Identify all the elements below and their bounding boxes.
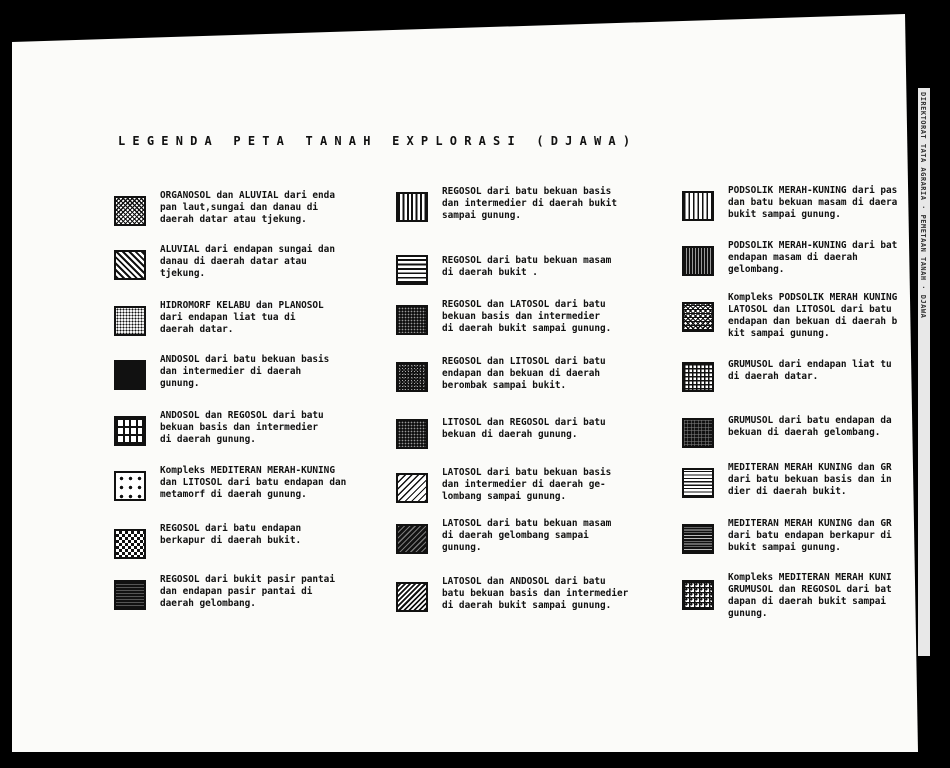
swatch-horizontal-thin-icon bbox=[682, 468, 714, 498]
swatch-vertical-dense-icon bbox=[682, 246, 714, 276]
legend-text: ORGANOSOL dan ALUVIAL dari enda pan laut,sungai dan danau di daerah datar atau tjekung. bbox=[160, 190, 335, 225]
swatch-block-grid-icon bbox=[114, 416, 146, 446]
legend-text: ANDOSOL dan REGOSOL dari batu bekuan basis dan intermedier di daerah gunung. bbox=[160, 410, 324, 445]
legend-text: HIDROMORF KELABU dan PLANOSOL dari endapan liat tua di daerah datar. bbox=[160, 300, 324, 335]
legend-entry bbox=[682, 462, 918, 512]
swatch-vertical-bars-icon bbox=[396, 192, 428, 222]
legend-entry bbox=[114, 354, 384, 404]
legend-entry bbox=[396, 576, 666, 626]
swatch-diagonal-hatch-icon bbox=[396, 582, 428, 612]
legend-text: ALUVIAL dari endapan sungai dan danau di daerah datar atau tjekung. bbox=[160, 244, 335, 279]
swatch-diagonal-thin-icon bbox=[396, 473, 428, 503]
legend-entry bbox=[682, 185, 918, 235]
swatch-plaid-icon bbox=[682, 302, 714, 332]
legend-text: MEDITERAN MERAH KUNING dan GR dari batu endapan berkapur di bukit sampai gunung. bbox=[728, 518, 892, 553]
legend-text: MEDITERAN MERAH KUNING dan GR dari batu bekuan basis dan in dier di daerah bukit. bbox=[728, 462, 892, 497]
legend-text: ANDOSOL dari batu bekuan basis dan intermedier di daerah gunung. bbox=[160, 354, 330, 389]
swatch-dark-grid-icon bbox=[682, 418, 714, 448]
swatch-diagonal-dark-icon bbox=[396, 524, 428, 554]
legend-entry bbox=[396, 249, 666, 299]
legend-text: Kompleks MEDITERAN MERAH-KUNING dan LITOSOL dari batu endapan dan metamorf di daerah gunung. bbox=[160, 465, 347, 500]
swatch-vertical-thin-icon bbox=[682, 191, 714, 221]
legend-entry bbox=[114, 190, 384, 240]
swatch-squares-icon bbox=[682, 580, 714, 610]
swatch-solid-black-icon bbox=[114, 360, 146, 390]
legend-text: GRUMUSOL dari batu endapan da bekuan di daerah gelombang. bbox=[728, 415, 892, 438]
swatch-horizontal-dense-icon bbox=[682, 524, 714, 554]
legend-text: REGOSOL dari batu bekuan masam di daerah bukit . bbox=[442, 255, 612, 278]
swatch-horizontal-bars-icon bbox=[396, 255, 428, 285]
swatch-cross-hatch-icon bbox=[114, 196, 146, 226]
legend-entry bbox=[114, 410, 384, 460]
side-strip-text: DIREKTORAT TATA AGRARIA · PEMETAAN TANAH · DJAWA bbox=[919, 92, 927, 319]
legend-entry bbox=[396, 356, 666, 406]
legend-text: PODSOLIK MERAH-KUNING dari pas dan batu bekuan masam di daera bukit sampai gunung. bbox=[728, 185, 898, 220]
swatch-dense-dark-icon bbox=[114, 580, 146, 610]
legend-title: LEGENDA PETA TANAH EXPLORASI (DJAWA) bbox=[118, 134, 638, 148]
legend-entry bbox=[396, 186, 666, 236]
legend-text: Kompleks MEDITERAN MERAH KUNI GRUMUSOL dan REGOSOL dari bat dapan di daerah bukit sampai gunung. bbox=[728, 572, 892, 619]
legend-entry bbox=[396, 299, 666, 349]
legend-entry bbox=[114, 300, 384, 350]
side-binding-strip bbox=[918, 88, 930, 656]
swatch-grid-icon bbox=[682, 362, 714, 392]
legend-entry bbox=[682, 356, 918, 406]
legend-text: LITOSOL dan REGOSOL dari batu bekuan di daerah gunung. bbox=[442, 417, 606, 440]
legend-text: REGOSOL dan LITOSOL dari batu endapan dan bekuan di daerah berombak sampai bukit. bbox=[442, 356, 606, 391]
legend-text: GRUMUSOL dari endapan liat tu di daerah datar. bbox=[728, 359, 892, 382]
legend-text: LATOSOL dari batu bekuan masam di daerah gelombang sampai gunung. bbox=[442, 518, 612, 553]
swatch-dark-mesh-icon bbox=[396, 419, 428, 449]
legend-entry bbox=[114, 244, 384, 294]
legend-entry bbox=[114, 523, 384, 573]
legend-text: PODSOLIK MERAH-KUNING dari bat endapan masam di daerah gelombang. bbox=[728, 240, 898, 275]
swatch-checker-icon bbox=[114, 529, 146, 559]
legend-text: REGOSOL dan LATOSOL dari batu bekuan basis dan intermedier di daerah bukit sampai gunung. bbox=[442, 299, 612, 334]
legend-entry bbox=[682, 292, 918, 346]
legend-entry bbox=[682, 518, 918, 568]
legend-text: LATOSOL dari batu bekuan basis dan intermedier di daerah ge- lombang sampai gunung. bbox=[442, 467, 612, 502]
legend-entry bbox=[682, 572, 918, 626]
legend-text: LATOSOL dan ANDOSOL dari batu batu bekuan basis dan intermedier di daerah bukit sampai gunung. bbox=[442, 576, 629, 611]
legend-entry bbox=[114, 574, 384, 624]
legend-entry bbox=[396, 518, 666, 568]
legend-text: REGOSOL dari batu bekuan basis dan intermedier di daerah bukit sampai gunung. bbox=[442, 186, 617, 221]
legend-entry bbox=[396, 413, 666, 463]
legend-entry bbox=[114, 465, 384, 515]
swatch-large-dots-icon bbox=[114, 471, 146, 501]
legend-text: REGOSOL dari batu endapan berkapur di daerah bukit. bbox=[160, 523, 302, 546]
swatch-stipple-icon bbox=[114, 306, 146, 336]
legend-entry bbox=[396, 467, 666, 517]
swatch-diagonal-lines-icon bbox=[114, 250, 146, 280]
swatch-dark-mesh-icon bbox=[396, 305, 428, 335]
swatch-dark-mesh-icon bbox=[396, 362, 428, 392]
legend-entry bbox=[682, 412, 918, 462]
legend-text: REGOSOL dari bukit pasir pantai dan endapan pasir pantai di daerah gelombang. bbox=[160, 574, 335, 609]
legend-entry bbox=[682, 240, 918, 290]
legend-text: Kompleks PODSOLIK MERAH KUNING LATOSOL dan LITOSOL dari batu endapan dan bekuan di daerah b kit sampai gunung. bbox=[728, 292, 898, 339]
